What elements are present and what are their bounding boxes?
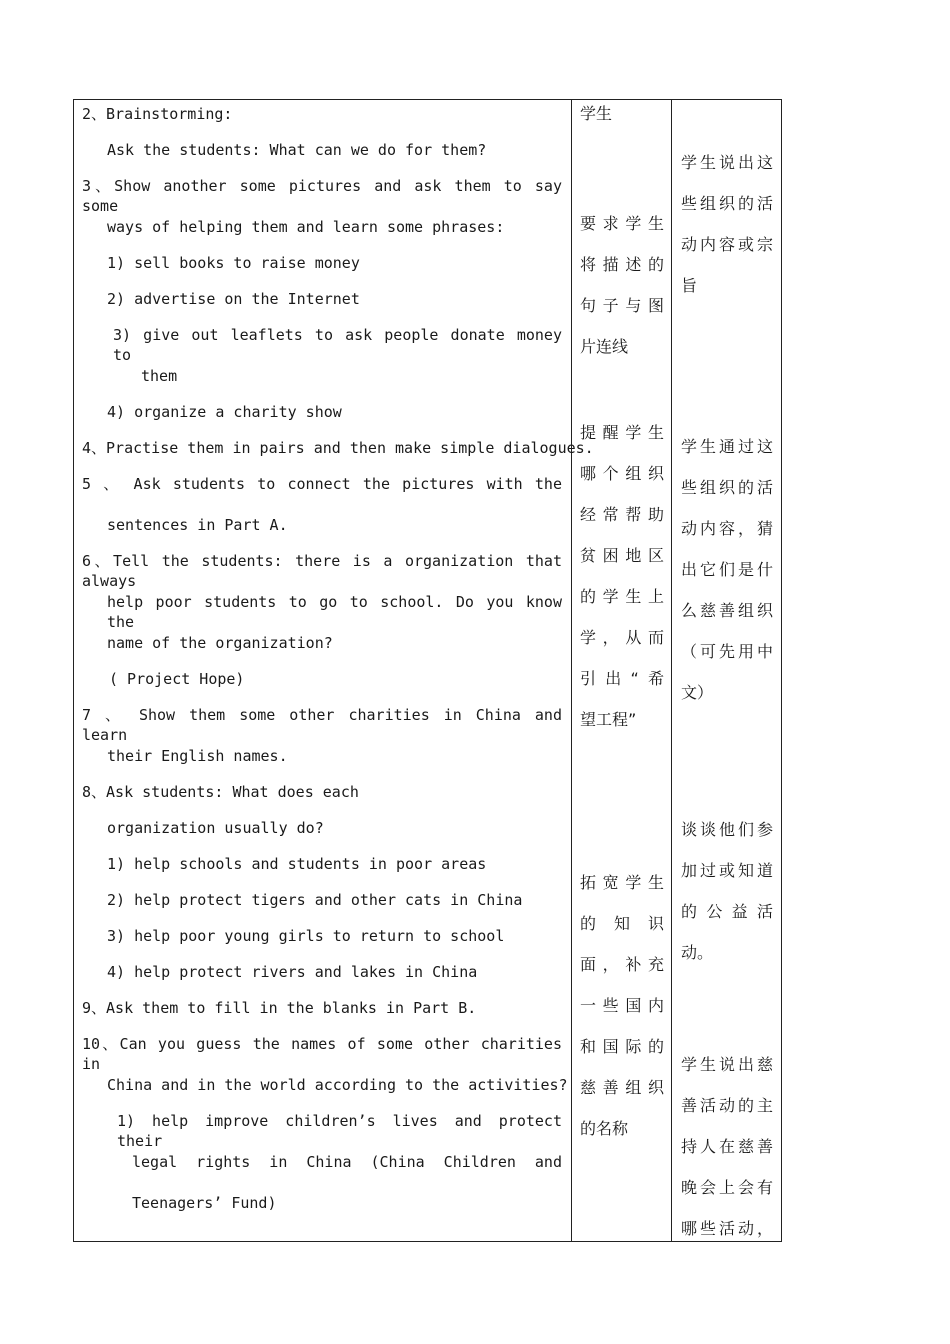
intent-line: 句 子 与 图 — [580, 296, 664, 315]
process-line: ( Project Hope) — [109, 670, 245, 688]
process-line: 1) sell books to raise money — [107, 254, 360, 272]
process-line: 2) help protect tigers and other cats in China — [107, 891, 523, 909]
activity-line: 动 内 容 ， 猜 — [681, 519, 773, 538]
process-line: Teenagers’ Fund) — [132, 1194, 277, 1212]
activity-line: 哪 些 活 动 ， — [681, 1219, 773, 1238]
process-line: help poor students to go to school. Do you know the — [107, 593, 562, 631]
process-line: their English names. — [107, 747, 288, 765]
activity-line: （ 可 先 用 中 — [681, 642, 773, 661]
intent-line: 的 学 生 上 — [580, 587, 664, 606]
teaching-intent-cell — [572, 100, 672, 1242]
activity-line: 善 活 动 的 主 — [681, 1096, 773, 1115]
process-line: 8、Ask students: What does each — [82, 783, 359, 801]
process-line: sentences in Part A. — [107, 516, 288, 534]
intent-line: 面 ， 补 充 — [580, 955, 664, 974]
process-line: Ask the students: What can we do for them? — [107, 141, 487, 159]
intent-line: 慈 善 组 织 — [580, 1078, 664, 1097]
activity-line: 些 组 织 的 活 — [681, 478, 773, 497]
table-row — [74, 100, 782, 1242]
intent-line: 贫 困 地 区 — [580, 546, 664, 565]
process-line: 2、Brainstorming: — [82, 105, 233, 123]
activity-line: 旨 — [681, 276, 698, 295]
process-line: 4) help protect rivers and lakes in China — [107, 963, 478, 981]
activity-line: 加 过 或 知 道 — [681, 861, 773, 880]
process-line: 1) help schools and students in poor areas — [107, 855, 487, 873]
process-line: legal rights in China (China Children and — [132, 1153, 562, 1171]
process-line: China and in the world according to the activities? — [107, 1076, 568, 1094]
activity-line: 么 慈 善 组 织 — [681, 601, 773, 620]
activity-line: 学 生 说 出 这 — [681, 153, 773, 172]
process-line: 10、Can you guess the names of some other charities in — [82, 1035, 562, 1073]
process-line: 6、Tell the students: there is a organization that always — [82, 552, 562, 590]
activity-line: 的 公 益 活 — [681, 902, 773, 921]
process-line: 3) give out leaflets to ask people donate money to — [113, 326, 562, 364]
process-line: organization usually do? — [107, 819, 324, 837]
teaching-process-cell — [74, 100, 594, 1242]
process-line: them — [141, 367, 178, 385]
process-line: ways of helping them and learn some phrases: — [107, 218, 505, 236]
intent-line: 哪 个 组 织 — [580, 464, 664, 483]
intent-line: 望工程” — [580, 710, 637, 729]
activity-line: 持 人 在 慈 善 — [681, 1137, 773, 1156]
process-line: 3) help poor young girls to return to school — [107, 927, 505, 945]
student-activity-cell — [672, 100, 782, 1242]
process-line: 7 、 Show them some other charities in China and learn — [82, 706, 562, 744]
process-line: 1) help improve children’s lives and protect their — [117, 1112, 562, 1150]
process-line: 4) organize a charity show — [107, 403, 342, 421]
intent-line: 学 ， 从 而 — [580, 628, 664, 647]
process-line: 9、Ask them to fill in the blanks in Part B. — [82, 999, 477, 1017]
activity-line: 学 生 通 过 这 — [681, 437, 773, 456]
intent-line: 一 些 国 内 — [580, 996, 664, 1015]
activity-line: 学 生 说 出 慈 — [681, 1055, 773, 1074]
activity-line: 文） — [681, 683, 714, 702]
intent-line: 的名称 — [580, 1119, 629, 1138]
process-line: 4、Practise them in pairs and then make simple dialogues. — [82, 439, 594, 457]
activity-line: 出 它 们 是 什 — [681, 560, 773, 579]
intent-line: 要 求 学 生 — [580, 214, 664, 233]
activity-line: 晚 会 上 会 有 — [681, 1178, 773, 1197]
process-line: 2) advertise on the Internet — [107, 290, 360, 308]
intent-line: 提 醒 学 生 — [580, 423, 664, 442]
intent-line: 拓 宽 学 生 — [580, 873, 664, 892]
activity-line: 些 组 织 的 活 — [681, 194, 773, 213]
activity-line: 谈 谈 他 们 参 — [681, 820, 773, 839]
activity-line: 动 内 容 或 宗 — [681, 235, 773, 254]
process-line: 5 、 Ask students to connect the pictures with the — [82, 475, 562, 493]
activity-line: 动。 — [681, 943, 714, 962]
intent-line: 引 出 “ 希 — [580, 669, 664, 688]
process-line: name of the organization? — [107, 634, 333, 652]
intent-line: 的 知 识 — [580, 914, 664, 933]
process-line: 3、Show another some pictures and ask them to say some — [82, 177, 562, 215]
intent-line: 将 描 述 的 — [580, 255, 664, 274]
intent-line: 和 国 际 的 — [580, 1037, 664, 1056]
intent-line: 学生 — [580, 104, 613, 123]
intent-line: 经 常 帮 助 — [580, 505, 664, 524]
lesson-plan-table — [73, 99, 782, 1242]
intent-line: 片连线 — [580, 337, 629, 356]
